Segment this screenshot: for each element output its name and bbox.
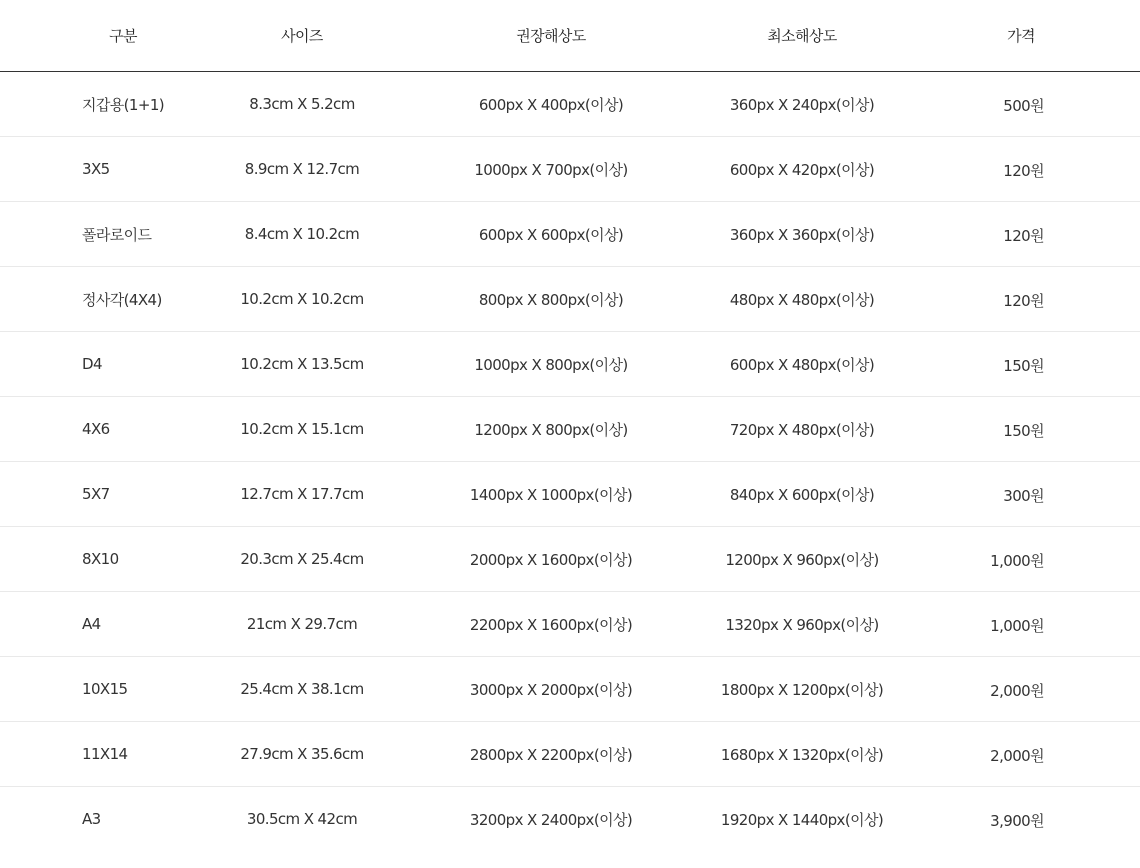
row-size: 8.9cm X 12.7cm bbox=[244, 160, 360, 178]
row-minimum-resolution: 360px X 360px(이상) bbox=[729, 225, 875, 244]
row-size: 30.5cm X 42cm bbox=[246, 810, 358, 828]
row-price: 150원 bbox=[1003, 421, 1044, 440]
table-row bbox=[0, 137, 1140, 202]
row-recommended-resolution: 1400px X 1000px(이상) bbox=[469, 485, 633, 504]
row-price: 120원 bbox=[1003, 226, 1044, 245]
row-size: 8.3cm X 5.2cm bbox=[249, 95, 355, 113]
row-size: 25.4cm X 38.1cm bbox=[240, 680, 364, 698]
row-price: 2,000원 bbox=[990, 746, 1044, 765]
row-category: 8X10 bbox=[82, 550, 119, 568]
row-recommended-resolution: 800px X 800px(이상) bbox=[478, 290, 624, 309]
row-recommended-resolution: 3200px X 2400px(이상) bbox=[469, 810, 633, 829]
row-recommended-resolution: 1000px X 800px(이상) bbox=[474, 355, 628, 374]
row-recommended-resolution: 2000px X 1600px(이상) bbox=[469, 550, 633, 569]
row-price: 120원 bbox=[1003, 291, 1044, 310]
row-recommended-resolution: 1200px X 800px(이상) bbox=[474, 420, 628, 439]
row-recommended-resolution: 2800px X 2200px(이상) bbox=[469, 745, 633, 764]
row-category: A3 bbox=[82, 810, 101, 828]
table-row bbox=[0, 462, 1140, 527]
table-row bbox=[0, 787, 1140, 851]
header-minimum-resolution: 최소해상도 bbox=[767, 27, 837, 45]
row-category: 지갑용(1+1) bbox=[82, 95, 165, 114]
row-size: 10.2cm X 15.1cm bbox=[240, 420, 364, 438]
row-minimum-resolution: 600px X 420px(이상) bbox=[729, 160, 875, 179]
row-recommended-resolution: 600px X 600px(이상) bbox=[478, 225, 624, 244]
row-price: 500원 bbox=[1003, 96, 1044, 115]
row-size: 21cm X 29.7cm bbox=[246, 615, 358, 633]
row-recommended-resolution: 600px X 400px(이상) bbox=[478, 95, 624, 114]
row-size: 12.7cm X 17.7cm bbox=[240, 485, 364, 503]
row-minimum-resolution: 720px X 480px(이상) bbox=[729, 420, 875, 439]
table-row bbox=[0, 722, 1140, 787]
row-minimum-resolution: 1800px X 1200px(이상) bbox=[720, 680, 884, 699]
row-price: 120원 bbox=[1003, 161, 1044, 180]
header-size: 사이즈 bbox=[281, 27, 323, 45]
row-size: 20.3cm X 25.4cm bbox=[240, 550, 364, 568]
table-row bbox=[0, 202, 1140, 267]
row-minimum-resolution: 360px X 240px(이상) bbox=[729, 95, 875, 114]
row-category: 5X7 bbox=[82, 485, 110, 503]
table-row bbox=[0, 592, 1140, 657]
header-category: 구분 bbox=[109, 27, 137, 45]
row-category: 4X6 bbox=[82, 420, 110, 438]
row-size: 27.9cm X 35.6cm bbox=[240, 745, 364, 763]
row-category: 11X14 bbox=[82, 745, 128, 763]
row-minimum-resolution: 1320px X 960px(이상) bbox=[725, 615, 879, 634]
row-recommended-resolution: 3000px X 2000px(이상) bbox=[469, 680, 633, 699]
row-minimum-resolution: 480px X 480px(이상) bbox=[729, 290, 875, 309]
row-recommended-resolution: 1000px X 700px(이상) bbox=[474, 160, 628, 179]
row-category: 3X5 bbox=[82, 160, 110, 178]
row-size: 8.4cm X 10.2cm bbox=[244, 225, 360, 243]
row-minimum-resolution: 1920px X 1440px(이상) bbox=[720, 810, 884, 829]
row-price: 150원 bbox=[1003, 356, 1044, 375]
header-recommended-resolution: 권장해상도 bbox=[516, 27, 586, 45]
row-size: 10.2cm X 10.2cm bbox=[240, 290, 364, 308]
table-header bbox=[0, 0, 1140, 72]
row-price: 2,000원 bbox=[990, 681, 1044, 700]
row-category: D4 bbox=[82, 355, 102, 373]
header-price: 가격 bbox=[1007, 27, 1035, 45]
row-category: A4 bbox=[82, 615, 101, 633]
table-row bbox=[0, 527, 1140, 592]
row-price: 3,900원 bbox=[990, 811, 1044, 830]
table-row bbox=[0, 397, 1140, 462]
row-category: 10X15 bbox=[82, 680, 128, 698]
table-row bbox=[0, 657, 1140, 722]
row-size: 10.2cm X 13.5cm bbox=[240, 355, 364, 373]
row-minimum-resolution: 600px X 480px(이상) bbox=[729, 355, 875, 374]
row-price: 1,000원 bbox=[990, 551, 1044, 570]
table-row bbox=[0, 267, 1140, 332]
row-category: 정사각(4X4) bbox=[82, 290, 162, 309]
row-category: 폴라로이드 bbox=[82, 225, 152, 244]
row-minimum-resolution: 840px X 600px(이상) bbox=[729, 485, 875, 504]
row-price: 1,000원 bbox=[990, 616, 1044, 635]
row-recommended-resolution: 2200px X 1600px(이상) bbox=[469, 615, 633, 634]
row-minimum-resolution: 1200px X 960px(이상) bbox=[725, 550, 879, 569]
table-row bbox=[0, 332, 1140, 397]
row-price: 300원 bbox=[1003, 486, 1044, 505]
table-row bbox=[0, 72, 1140, 137]
row-minimum-resolution: 1680px X 1320px(이상) bbox=[720, 745, 884, 764]
